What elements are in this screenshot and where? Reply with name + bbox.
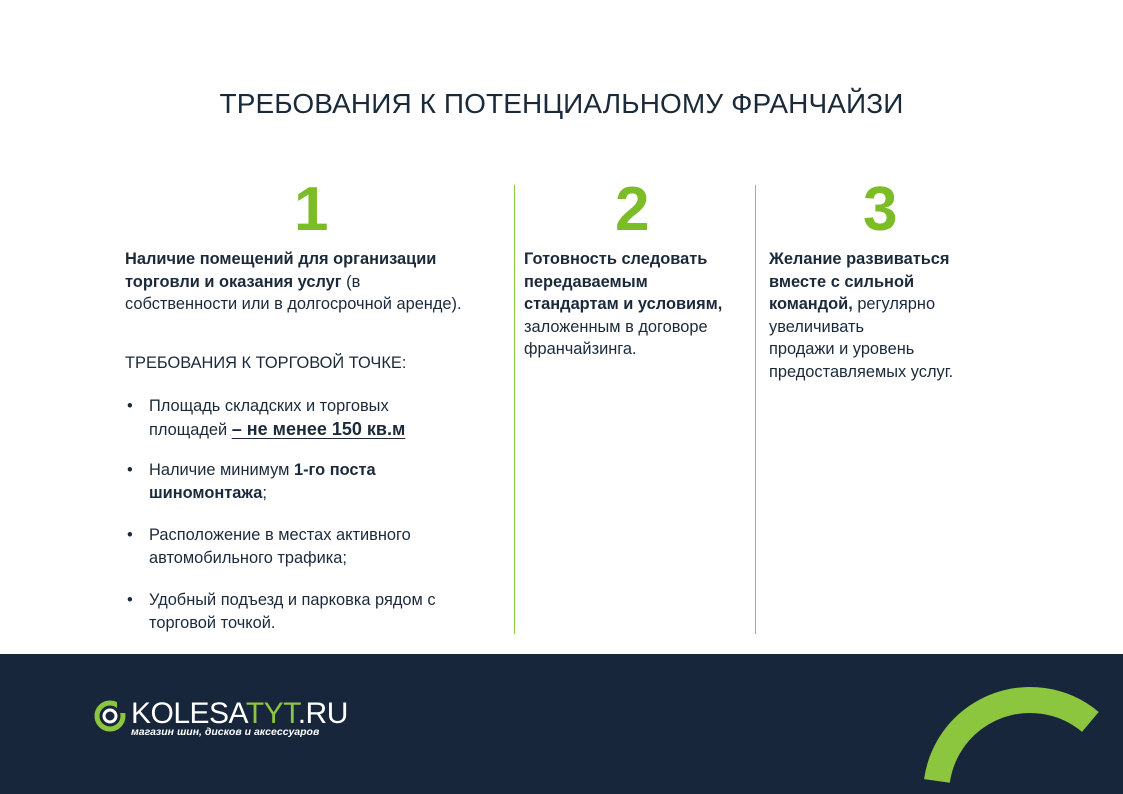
list-item: • Расположение в местах активного автомобильного трафика; xyxy=(127,526,411,567)
text-line xyxy=(524,316,749,339)
text-segment: предоставляемых услуг. xyxy=(769,362,954,381)
bold-segment: Желание развиваться xyxy=(769,250,950,268)
bullet-icon: • xyxy=(127,526,133,544)
text-line xyxy=(524,248,749,271)
requirement-1-text xyxy=(125,248,510,316)
text-segment: (в xyxy=(341,272,361,291)
text-line xyxy=(524,271,749,294)
list-item: • Площадь складских и торговых площадей – не менее 150 кв.м xyxy=(127,397,406,439)
text-line xyxy=(769,293,999,316)
text-line xyxy=(125,271,510,294)
text-line xyxy=(769,361,999,384)
bold-segment: командой, xyxy=(769,295,853,313)
requirement-2-text xyxy=(524,248,749,361)
page-title: ТРЕБОВАНИЯ К ПОТЕНЦИАЛЬНОМУ ФРАНЧАЙЗИ xyxy=(219,88,904,119)
bullet-icon: • xyxy=(127,397,133,415)
text-line xyxy=(769,338,999,361)
bold-segment: торговли и оказания услуг xyxy=(125,272,342,291)
text-segment: собственности или в долгосрочной аренде). xyxy=(125,295,462,313)
step-number-1: 1 xyxy=(294,175,329,244)
text-segment: продажи и уровень xyxy=(769,340,915,358)
text-line xyxy=(524,338,749,361)
bullet-icon: • xyxy=(127,461,133,479)
brand-tagline: магазин шин, дисков и аксессуаров xyxy=(131,726,320,738)
text-line xyxy=(769,248,999,271)
text-line xyxy=(524,293,749,316)
point-requirements-list xyxy=(125,395,505,654)
point-requirements-heading: ТРЕБОВАНИЯ К ТОРГОВОЙ ТОЧКЕ: xyxy=(125,354,407,372)
step-number-3: 3 xyxy=(863,175,898,244)
list-item: • Наличие минимум 1-го поста шиномонтажа; xyxy=(127,461,376,502)
bold-segment: передаваемым xyxy=(524,272,648,291)
text-segment: регулярно xyxy=(852,295,936,313)
text-line xyxy=(769,316,999,339)
text-line xyxy=(125,293,510,316)
brand-logo[interactable] xyxy=(93,699,127,733)
wheel-logo-icon xyxy=(93,699,127,733)
list-item: • Удобный подъезд и парковка рядом с торговой точкой. xyxy=(127,591,436,632)
text-line xyxy=(125,248,510,271)
brand-name: KOLESATYT.RU xyxy=(131,697,348,730)
text-line xyxy=(769,271,999,294)
bold-segment: Наличие помещений для организации xyxy=(125,250,437,268)
column-divider xyxy=(514,185,515,634)
requirement-3-text xyxy=(769,248,999,383)
text-segment: увеличивать xyxy=(769,317,865,336)
column-divider xyxy=(755,185,756,634)
bullet-icon: • xyxy=(127,591,133,609)
bold-segment: стандартам и условиям, xyxy=(524,295,723,313)
text-segment: заложенным в договоре xyxy=(524,317,708,336)
area-highlight: – не менее 150 кв.м xyxy=(231,418,406,439)
step-number-2: 2 xyxy=(615,175,650,244)
bold-segment: вместе с сильной xyxy=(769,272,915,291)
bold-segment: Готовность следовать xyxy=(524,250,708,268)
text-segment: франчайзинга. xyxy=(524,340,637,358)
